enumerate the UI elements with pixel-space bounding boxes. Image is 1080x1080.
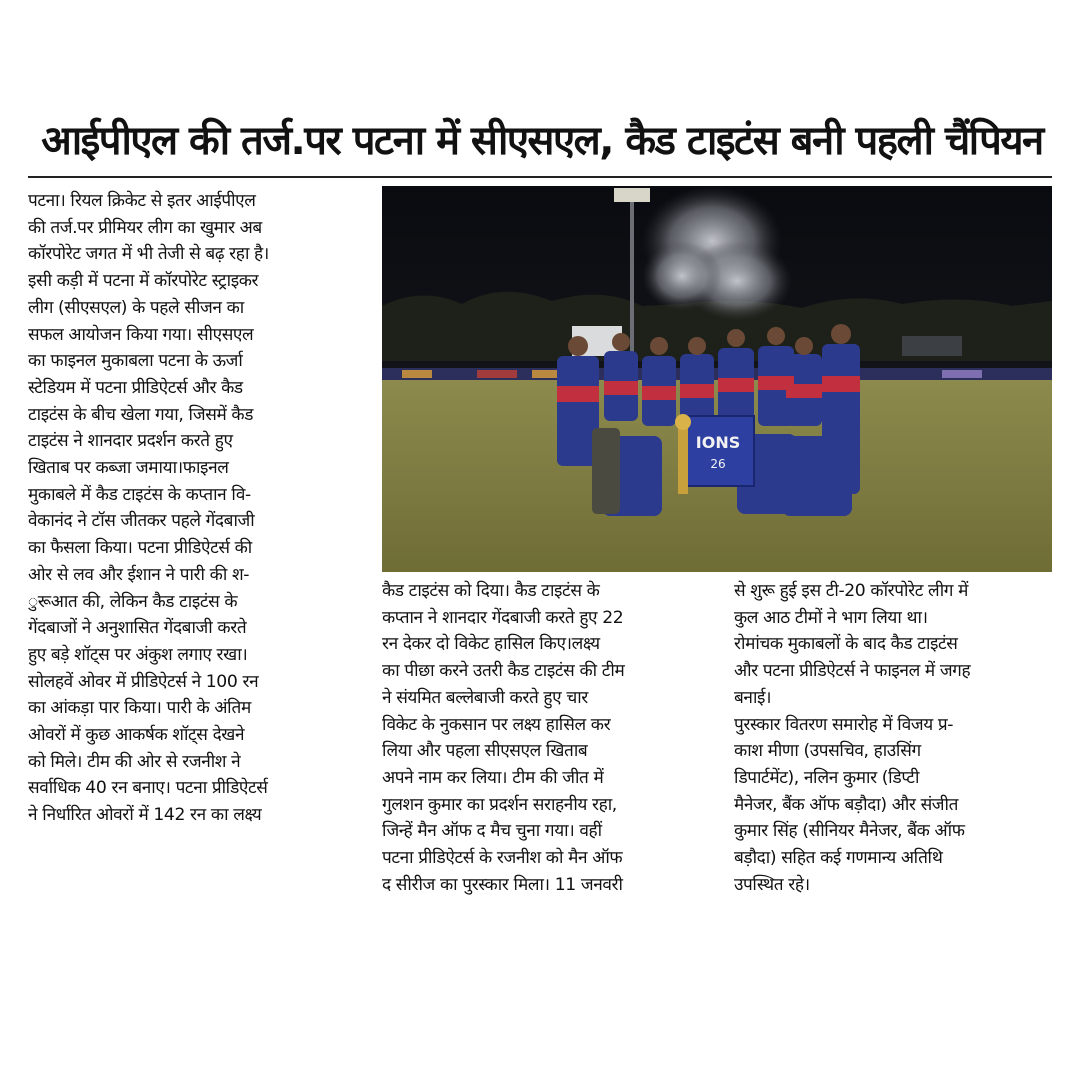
- headline-rule: [28, 176, 1052, 178]
- team-photo: [382, 186, 1052, 572]
- headline: आईपीएल की तर्ज.पर पटना में सीएसएल, कैड टाइटंस बनी पहली चैंपियन: [41, 118, 1043, 164]
- banner-text: IONS: [695, 433, 741, 452]
- article-column-2: कैड टाइटंस को दिया। कैड टाइटंस के कप्तान ने शानदार गेंदबाजी करते हुए 22 रन देकर दो विकेट हासिल किए।लक्ष्य का पीछा करने उतरी कैड टाइटंस की टीम ने संयमित बल्लेबाजी करते हुए चार विकेट के नुकसान पर लक्ष्य हासिल कर लिया और पहला सीएसएल खिताब अपने नाम कर लिया। टीम की जीत में गुलशन कुमार का प्रदर्शन सराहनीय रहा, जिन्हें मैन ऑफ द मैच चुना गया। वहीं पटना प्रीडिऐटर्स के रजनीश को मैन ऑफ द सीरीज का पुरस्कार मिला। 11 जनवरी: [382, 581, 625, 895]
- article-column-1: पटना। रियल क्रिकेट से इतर आईपीएल की तर्ज.पर प्रीमियर लीग का खुमार अब कॉरपोरेट जगत में भी तेजी से बढ़ रहा है। इसी कड़ी में पटना में कॉरपोरेट स्ट्राइकर लीग (सीएसएल) के पहले सीजन का सफल आयोजन किया गया। सीएसएल का फाइनल मुकाबला पटना के ऊर्जा स्टेडियम में पटना प्रीडिऐटर्स और कैड टाइटंस के बीच खेला गया, जिसमें कैड टाइटंस ने शानदार प्रदर्शन करते हुए खिताब पर कब्जा जमाया।फाइनल मुकाबले में कैड टाइटंस के कप्तान वि- वेकानंद ने टॉस जीतकर पहले गेंदबाजी का फैसला किया। पटना प्रीडिऐटर्स की ओर से लव और ईशान ने पारी की श- ुरूआत की, लेकिन कैड टाइटंस के गेंदबाजों ने अनुशासित गेंदबाजी करते हुए बड़े शॉट्स पर अंकुश लगाए रखा। सोलहवें ओवर में प्रीडिऐटर्स ने 100 रन का आंकड़ा पार किया। पारी के अंतिम ओवरों में कुछ आकर्षक शॉट्स देखने को मिले। टीम की ओर से रजनीश ने सर्वाधिक 40 रन बनाए। पटना प्रीडिऐटर्स ने निर्धारित ओवरों में 142 रन का लक्ष्य: [28, 191, 269, 826]
- article-column-3: से शुरू हुई इस टी-20 कॉरपोरेट लीग में कुल आठ टीमों ने भाग लिया था। रोमांचक मुकाबलों के बाद कैड टाइटंस और पटना प्रीडिऐटर्स ने फाइनल में जगह बनाई। पुरस्कार वितरण समारोह में विजय प्र- काश मीणा (उपसचिव, हाउसिंग डिपार्टमेंट), नलिन कुमार (डिप्टी मैनेजर, बैंक ऑफ बड़ौदा) और संजीत कुमार सिंह (सीनियर मैनेजर, बैंक ऑफ बड़ौदा) सहित कई गणमान्य अतिथि उपस्थित रहे।: [734, 581, 971, 895]
- banner-subtext: 26: [710, 457, 726, 471]
